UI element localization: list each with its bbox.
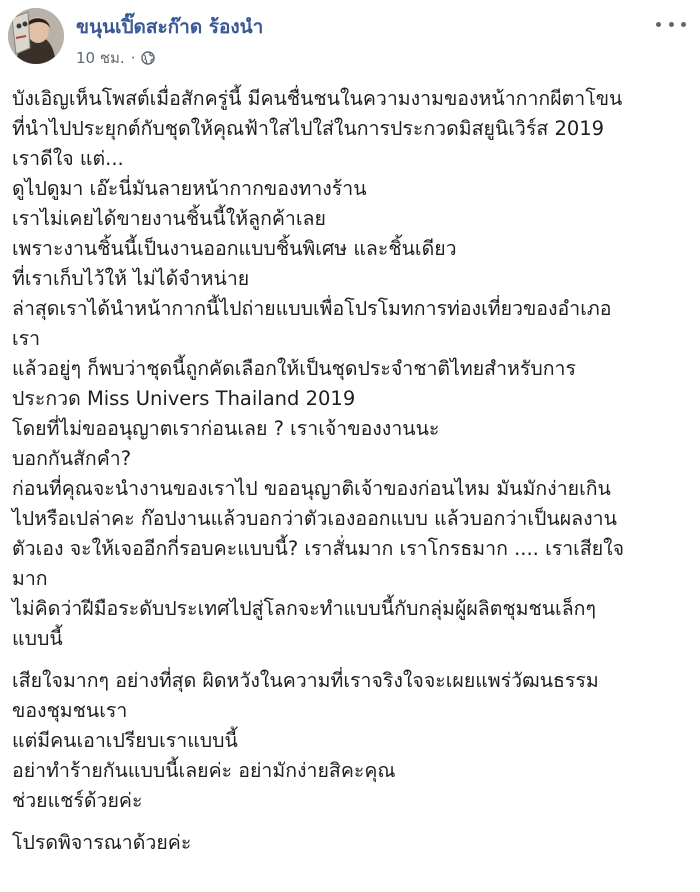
message-line: บอกกันสักคำ?: [12, 447, 132, 470]
message-line: ที่เราเก็บไว้ให้ ไม่ได้จำหน่าย: [12, 267, 250, 290]
message-line: แล้วอยู่ๆ ก็พบว่าชุดนี้ถูกคัดเลือกให้เป็นชุดประจำชาติไทยสำหรับการ: [12, 357, 576, 380]
more-options-icon[interactable]: [656, 14, 686, 34]
message-line: ดูไปดูมา เอ๊ะนี่มันลายหน้ากากของทางร้าน: [12, 177, 367, 200]
message-line: มาก: [12, 567, 48, 590]
message-line: บังเอิญเห็นโพสต์เมื่อสักครู่นี้ มีคนชื่นชนในความงามของหน้ากากผีตาโขน: [12, 87, 623, 110]
message-paragraph-2: [12, 666, 692, 816]
message-line: โปรดพิจารณาด้วยค่ะ: [12, 831, 192, 854]
message-line: ไปหรือเปล่าคะ ก๊อปงานแล้วบอกว่าตัวเองออกแบบ แล้วบอกว่าเป็นผลงาน: [12, 507, 617, 530]
message-line: ประกวด Miss Univers Thailand 2019: [12, 387, 356, 410]
message-line: เราดีใจ แต่...: [12, 147, 124, 170]
post-header: [8, 6, 692, 68]
message-line: ล่าสุดเราได้นำหน้ากากนี้ไปถ่ายแบบเพื่อโปรโมทการท่องเที่ยวของอำเภอ: [12, 297, 612, 320]
message-paragraph-3: [12, 828, 692, 858]
message-line: เราไม่เคยได้ขายงานชิ้นนี้ให้ลูกค้าเลย: [12, 207, 326, 230]
message-line: โดยที่ไม่ขออนุญาตเราก่อนเลย ? เราเจ้าของงานนะ: [12, 417, 440, 440]
message-paragraph-1: [12, 84, 692, 654]
message-line: ที่นำไปประยุกต์กับชุดให้คุณฟ้าใสไปใส่ในการประกวดมิสยูนิเวิร์ส 2019: [12, 117, 605, 140]
message-line: ตัวเอง จะให้เจออีกกี่รอบคะแบบนี้? เราสั่นมาก เราโกรธมาก .... เราเสียใจ: [12, 537, 625, 560]
post-timestamp[interactable]: 10 ชม.: [76, 49, 125, 67]
message-line: เรา: [12, 327, 41, 350]
message-line: แบบนี้: [12, 627, 63, 650]
message-line: ของชุมชนเรา: [12, 699, 128, 722]
globe-icon[interactable]: [141, 51, 155, 65]
message-line: อย่าทำร้ายกันแบบนี้เลยค่ะ อย่ามักง่ายสิคะคุณ: [12, 759, 396, 782]
message-line: เพราะงานชิ้นนี้เป็นงานออกแบบชิ้นพิเศษ และชิ้นเดียว: [12, 237, 457, 260]
post-meta: [76, 46, 155, 70]
avatar-image: [8, 8, 64, 64]
author-name[interactable]: ขนุนเปิ๊ดสะก๊าด ร้องนำ: [76, 16, 264, 38]
message-line: เสียใจมากๆ อย่างที่สุด ผิดหวังในความที่เราจริงใจจะเผยแพร่วัฒนธรรม: [12, 669, 599, 692]
message-line: ช่วยแชร์ด้วยค่ะ: [12, 789, 143, 812]
message-line: แต่มีคนเอาเปรียบเราแบบนี้: [12, 729, 238, 752]
message-line: ไม่คิดว่าฝีมือระดับประเทศไปสู่โลกจะทำแบบนี้กับกลุ่มผู้ผลิตชุมชนเล็กๆ: [12, 597, 596, 620]
message-line: ก่อนที่คุณจะนำงานของเราไป ขออนุญาติเจ้าของก่อนไหม มันมักง่ายเกิน: [12, 477, 611, 500]
post-message: [12, 84, 692, 858]
avatar[interactable]: [8, 8, 64, 64]
meta-separator: ·: [130, 49, 136, 67]
